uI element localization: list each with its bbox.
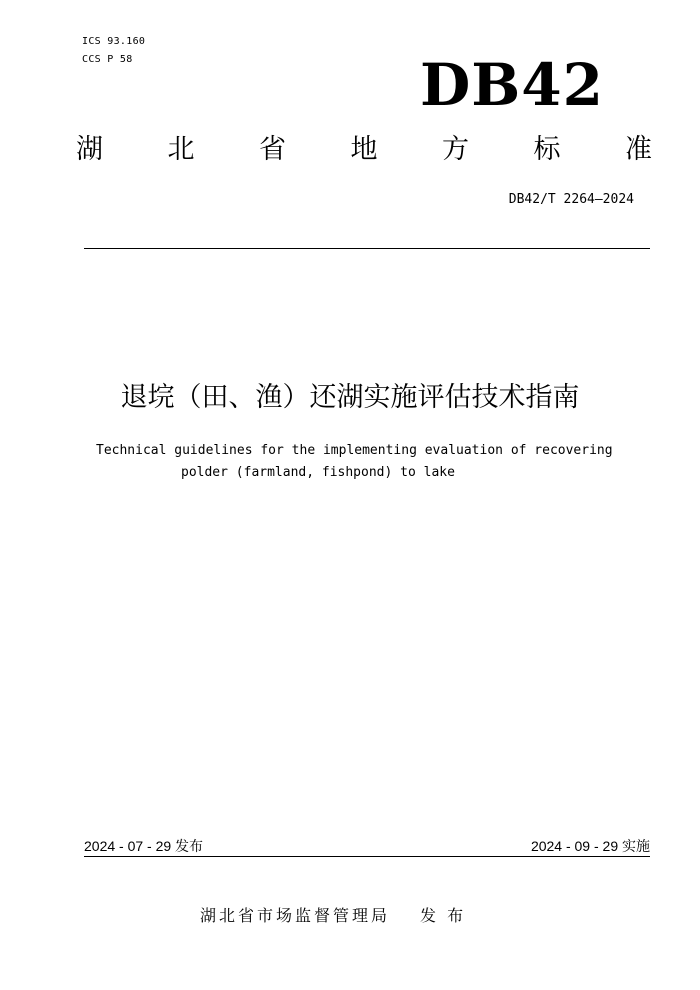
ccs-code: CCS P 58 [82, 54, 133, 65]
standard-type-char: 方 [442, 134, 469, 165]
title-chinese: 退垸（田、渔）还湖实施评估技术指南 [120, 382, 580, 413]
implementation-date: 2024 - 09 - 29 实施 [530, 838, 650, 854]
top-divider [84, 248, 650, 249]
standard-type-char: 北 [167, 134, 195, 165]
publisher-name: 湖北省市场监督管理局 [200, 906, 391, 925]
standard-type-char: 地 [350, 134, 378, 165]
standard-logo: DB42 [419, 51, 604, 119]
title-english-line-2: polder (farmland, fishpond) to lake [181, 465, 455, 480]
bottom-divider [84, 856, 650, 857]
standard-type-char: 省 [259, 134, 286, 165]
standard-type-char: 标 [533, 134, 561, 165]
publish-label: 发 布 [420, 906, 467, 925]
issue-date: 2024 - 07 - 29 发布 [84, 838, 204, 854]
standard-type-heading [76, 134, 652, 166]
ics-code: ICS 93.160 [82, 36, 146, 47]
title-english-line-1: Technical guidelines for the implementing evaluation of recovering [96, 443, 613, 458]
standard-type-char: 准 [625, 134, 652, 165]
publisher-line [200, 903, 466, 926]
standard-type-char: 湖 [76, 134, 103, 165]
standard-number: DB42/T 2264—2024 [508, 192, 634, 207]
